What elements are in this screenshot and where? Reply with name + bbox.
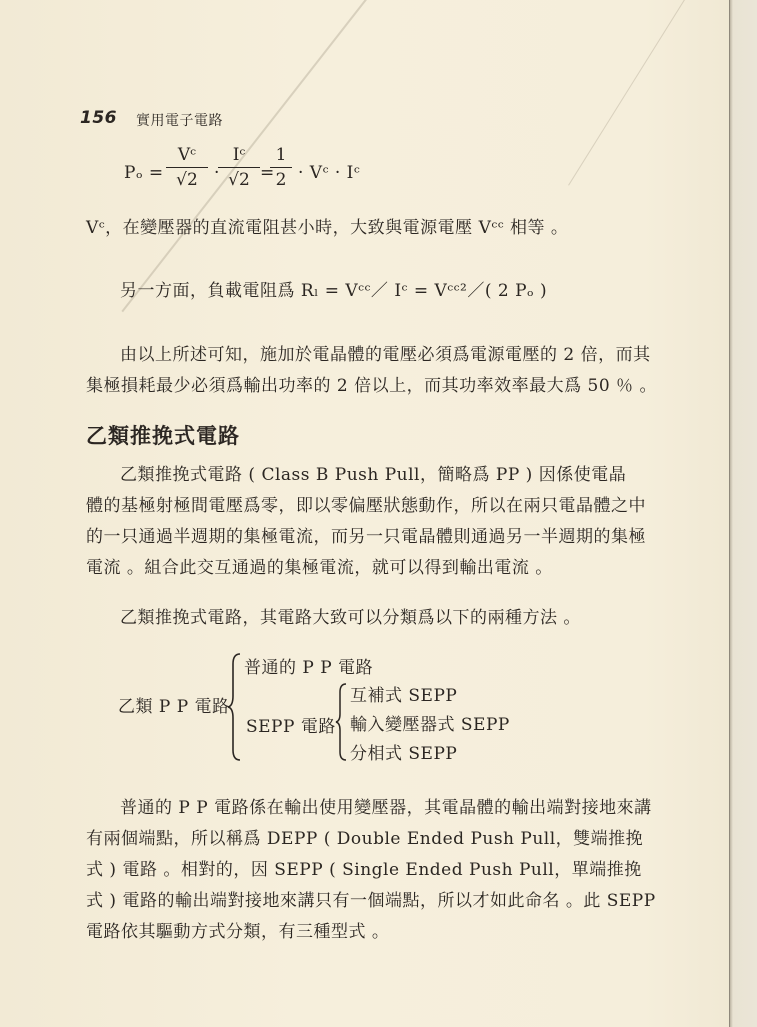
text-line: 普通的 P P 電路係在輸出使用變壓器，其電晶體的輸出端對接地來講 xyxy=(120,798,652,818)
tree-leaf-complementary: 互補式 SEPP xyxy=(350,686,458,706)
text-line: 有兩個端點，所以稱爲 DEPP ( Double Ended Push Pull，雙端推挽 xyxy=(86,829,644,849)
page-number: 156 xyxy=(80,108,117,128)
tree-leaf-phase-splitter: 分相式 SEPP xyxy=(350,744,458,764)
page-crease xyxy=(568,0,691,186)
multiply-dot: · xyxy=(214,163,220,183)
equation-lhs: Pₒ = xyxy=(124,163,164,183)
text-line: 集極損耗最少必須爲輸出功率的 2 倍以上，而其功率效率最大爲 50 ％ 。 xyxy=(86,376,657,396)
text-line: 電流 。組合此交互通過的集極電流，就可以得到輸出電流 。 xyxy=(86,558,553,578)
text-line: 式 ) 電路 。相對的，因 SEPP ( Single Ended Push Pull，單端推挽 xyxy=(86,860,642,880)
paragraph-vc-note: Vᶜ，在變壓器的直流電阻甚小時，大致與電源電壓 Vᶜᶜ 相等 。 xyxy=(86,218,569,238)
fraction-bar xyxy=(166,167,208,168)
denominator: 2 xyxy=(275,170,287,190)
text-line: 由以上所述可知，施加於電晶體的電壓必須爲電源電壓的 2 倍，而其 xyxy=(120,345,651,365)
tree-branch-sepp: SEPP 電路 xyxy=(246,717,336,737)
denominator: √2 xyxy=(228,170,250,190)
fraction-bar xyxy=(270,167,292,168)
denominator: √2 xyxy=(176,170,198,190)
tree-leaf-input-transformer: 輸入變壓器式 SEPP xyxy=(350,715,510,735)
equation-rhs: · Vᶜ · Iᶜ xyxy=(298,163,361,183)
text-line: 式 ) 電路的輸出端對接地來講只有一個端點，所以才如此命名 。此 SEPP xyxy=(86,891,656,911)
paragraph-classification-intro: 乙類推挽式電路，其電路大致可以分類爲以下的兩種方法 。 xyxy=(120,608,581,628)
numerator: Iᶜ xyxy=(232,145,246,165)
tree-branch-ordinary-pp: 普通的 P P 電路 xyxy=(244,658,374,678)
section-heading: 乙類推挽式電路 xyxy=(86,424,240,448)
text-line: 電路依其驅動方式分類，有三種型式 。 xyxy=(86,922,390,942)
fraction-bar xyxy=(218,167,260,168)
running-header-title: 實用電子電路 xyxy=(136,113,223,129)
fraction-ic-sqrt2 xyxy=(218,145,260,190)
text-line: 體的基極射極間電壓爲零，即以零偏壓狀態動作，所以在兩只電晶體之中 xyxy=(86,496,646,516)
text-line: 乙類推挽式電路 ( Class B Push Pull，簡略爲 PP ) 因係使電晶 xyxy=(120,465,627,485)
fraction-vc-sqrt2 xyxy=(166,145,208,190)
tree-root: 乙類 P P 電路 xyxy=(118,697,230,717)
numerator: 1 xyxy=(275,145,287,165)
equals-sign: = xyxy=(260,163,275,183)
paragraph-load-resistance: 另一方面，負載電阻爲 Rₗ = Vᶜᶜ／ Iᶜ = Vᶜᶜ²／( 2 Pₒ ) xyxy=(120,281,548,301)
left-brace-icon xyxy=(334,682,348,762)
numerator: Vᶜ xyxy=(177,145,197,165)
left-brace-icon xyxy=(226,652,242,762)
text-line: 的一只通過半週期的集極電流，而另一只電晶體則通過另一半週期的集極 xyxy=(86,527,646,547)
fraction-one-half xyxy=(270,145,292,190)
next-page-edge xyxy=(729,0,757,1027)
